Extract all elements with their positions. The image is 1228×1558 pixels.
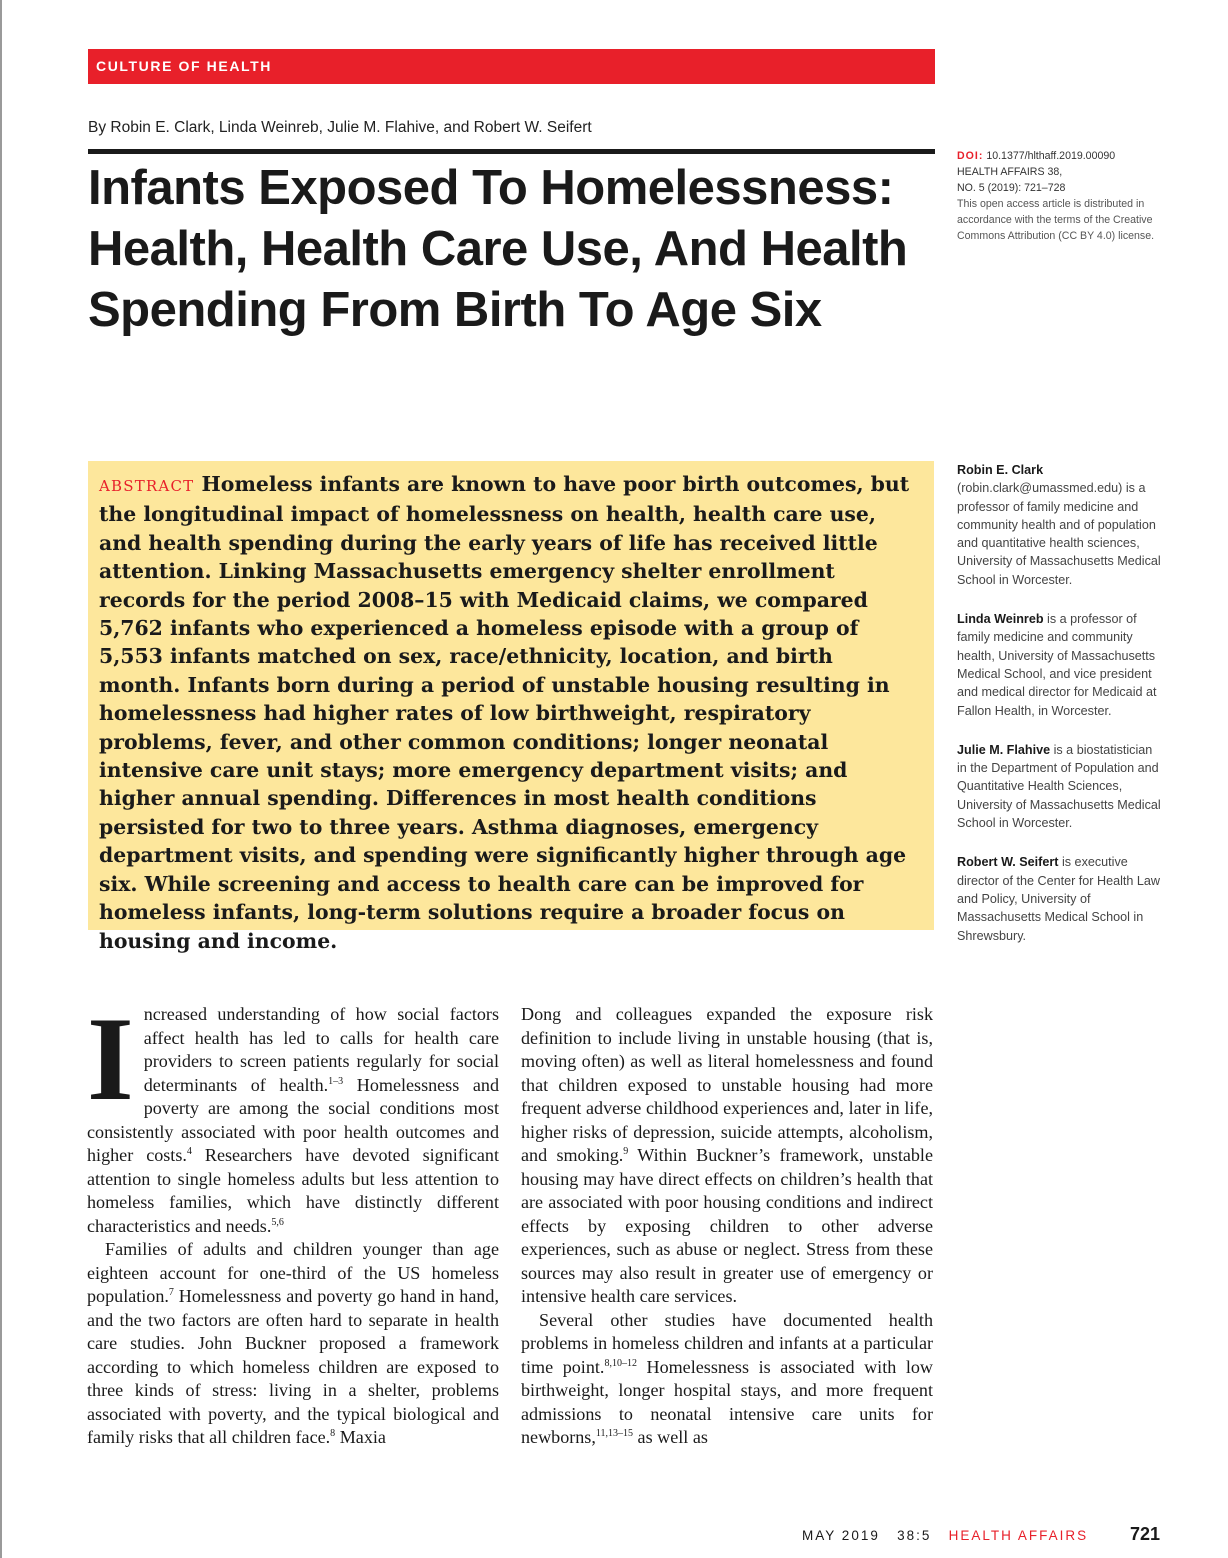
- body-text: Homelessness and poverty go hand in hand, and the two factors are often hard to separate in health care studies. John Buckner proposed a framework according to which homeless children are exposed to three kinds of stress: living in a shelter, problems associated with poverty, and the typical biological and family risks that all children face.: [87, 1286, 499, 1447]
- article-title: Infants Exposed To Homelessness: Health, Health Care Use, And Health Spending From Birth To Age Six: [88, 161, 908, 337]
- author-bio: [957, 741, 1162, 832]
- body-paragraph: [87, 1238, 499, 1450]
- author-bio-text: is a biostatistician in the Department of Population and Quantitative Health Sciences, University of Massachusetts Medical School in Worcester.: [957, 742, 1161, 831]
- body-text: Dong and colleagues expanded the exposure risk definition to include living in unstable housing (that is, moving often) as well as literal homelessness and found that children exposed to unstable housing had more frequent adverse childhood experiences and, later in life, higher risks of depression, suicide attempts, alcoholism, and smoking.: [521, 1004, 933, 1165]
- article-meta: [957, 148, 1157, 244]
- body-text: as well as: [633, 1427, 708, 1447]
- citation-ref[interactable]: 4: [186, 1145, 192, 1157]
- body-text: Several other studies have documented health problems in homeless children and infants at a particular time point.: [521, 1309, 933, 1377]
- author-bio-text: is a professor of family medicine and community health, University of Massachusetts Medical School, and vice president and medical director for Medicaid at Fallon Health, in Worcester.: [957, 612, 1157, 718]
- title-rule: [88, 149, 935, 154]
- footer-journal: HEALTH AFFAIRS: [948, 1528, 1089, 1543]
- citation-ref[interactable]: 7: [168, 1286, 174, 1298]
- citation-ref[interactable]: 5,6: [271, 1216, 284, 1228]
- author-bio-text: is executive director of the Center for Health Law and Policy, University of Massachusetts Medical School in Shrewsbury.: [957, 855, 1161, 943]
- citation-ref[interactable]: 11,13–15: [595, 1427, 634, 1439]
- citation-ref[interactable]: 8,10–12: [604, 1357, 637, 1369]
- abstract-text: Homeless infants are known to have poor birth outcomes, but the longitudinal impact of homelessness on health, health care use, and health spending during the early years of life has received little attention. Linking Massachusetts emergency shelter enrollment records for the period 2008–15 with Medicaid claims, we compared 5,762 infants who experienced a homeless episode with a group of 5,553 infants matched on sex, race/ethnicity, location, and birth month. Infants born during a period of unstable housing resulting in homelessness had higher rates of low birthweight, respiratory problems, fever, and other common conditions; longer neonatal intensive care unit stays; more emergency department visits; and higher annual spending. Differences in most health conditions persisted for two to three years. Asthma diagnoses, emergency department visits, and spending were significantly higher through age six. While screening and access to health care can be improved for homeless infants, long-term solutions require a broader focus on housing and income.: [99, 472, 910, 953]
- abstract-label: ABSTRACT: [99, 477, 195, 495]
- author-bio-text: (robin.clark@umassmed.edu) is a professor of family medicine and community health and of population and quantitative health sciences, University of Massachusetts Medical School in Worcester.: [957, 481, 1161, 587]
- citation-ref[interactable]: 9: [623, 1145, 629, 1157]
- doi-label: DOI:: [957, 150, 984, 162]
- author-name: Robin E. Clark: [957, 463, 1044, 477]
- byline: By Robin E. Clark, Linda Weinreb, Julie M. Flahive, and Robert W. Seifert: [88, 119, 592, 136]
- body-text: Researchers have devoted significant attention to single homeless adults but less attention to homeless families, which have distinctly different characteristics and needs.: [87, 1145, 499, 1236]
- drop-cap: I: [87, 992, 134, 1125]
- page-edge-rule: [0, 0, 2, 1558]
- page-footer: [700, 1524, 1160, 1545]
- body-paragraph: [521, 1003, 933, 1309]
- author-name: Julie M. Flahive: [957, 742, 1051, 757]
- body-column-left: [87, 992, 499, 1450]
- doi-line: [957, 148, 1157, 164]
- issue-line: NO. 5 (2019): 721–728: [957, 182, 1066, 194]
- section-banner: CULTURE OF HEALTH: [88, 49, 935, 84]
- body-text: Within Buckner’s framework, unstable housing may have direct effects on children’s health that are associated with poor housing conditions and indirect effects by exposing children to other adverse experiences, such as abuse or neglect. Stress from these sources may also result in greater use of emergency or intensive health care services.: [521, 1145, 933, 1306]
- body-text: Families of adults and children younger than age eighteen account for one-third of the US homeless population.: [87, 1239, 499, 1306]
- author-bios: [957, 461, 1162, 966]
- footer-date: MAY 2019: [802, 1528, 880, 1543]
- abstract-box: [88, 461, 934, 953]
- author-bio: [957, 853, 1162, 944]
- body-column-right: [521, 1003, 933, 1450]
- author-name: Robert W. Seifert: [957, 855, 1059, 870]
- body-text: Homelessness and poverty are among the social conditions most consistently associated with poor health outcomes and higher costs.: [87, 1074, 499, 1165]
- journal-line: HEALTH AFFAIRS 38,: [957, 166, 1063, 178]
- body-text: Homelessness is associated with low birthweight, longer hospital stays, and more frequent admissions to neonatal intensive care units for newborns,: [521, 1356, 933, 1447]
- body-paragraph: [521, 1309, 933, 1450]
- body-paragraph: [87, 992, 499, 1238]
- license-note: This open access article is distributed in accordance with the terms of the Creative Commons Attribution (CC BY 4.0) license.: [957, 198, 1155, 242]
- doi-value[interactable]: 10.1377/hlthaff.2019.00090: [986, 150, 1116, 162]
- body-text: ncreased understanding of how social factors affect health has led to calls for health care providers to screen patients regularly for social determinants of health.: [143, 1004, 499, 1095]
- author-bio: [957, 610, 1162, 720]
- page-number: 721: [1129, 1524, 1160, 1544]
- citation-ref[interactable]: 1–3: [328, 1075, 344, 1087]
- author-name: Linda Weinreb: [957, 612, 1044, 627]
- footer-volume: 38:5: [897, 1528, 932, 1543]
- author-bio: [957, 461, 1162, 589]
- body-text: Maxia: [335, 1427, 386, 1447]
- citation-ref[interactable]: 8: [330, 1427, 336, 1439]
